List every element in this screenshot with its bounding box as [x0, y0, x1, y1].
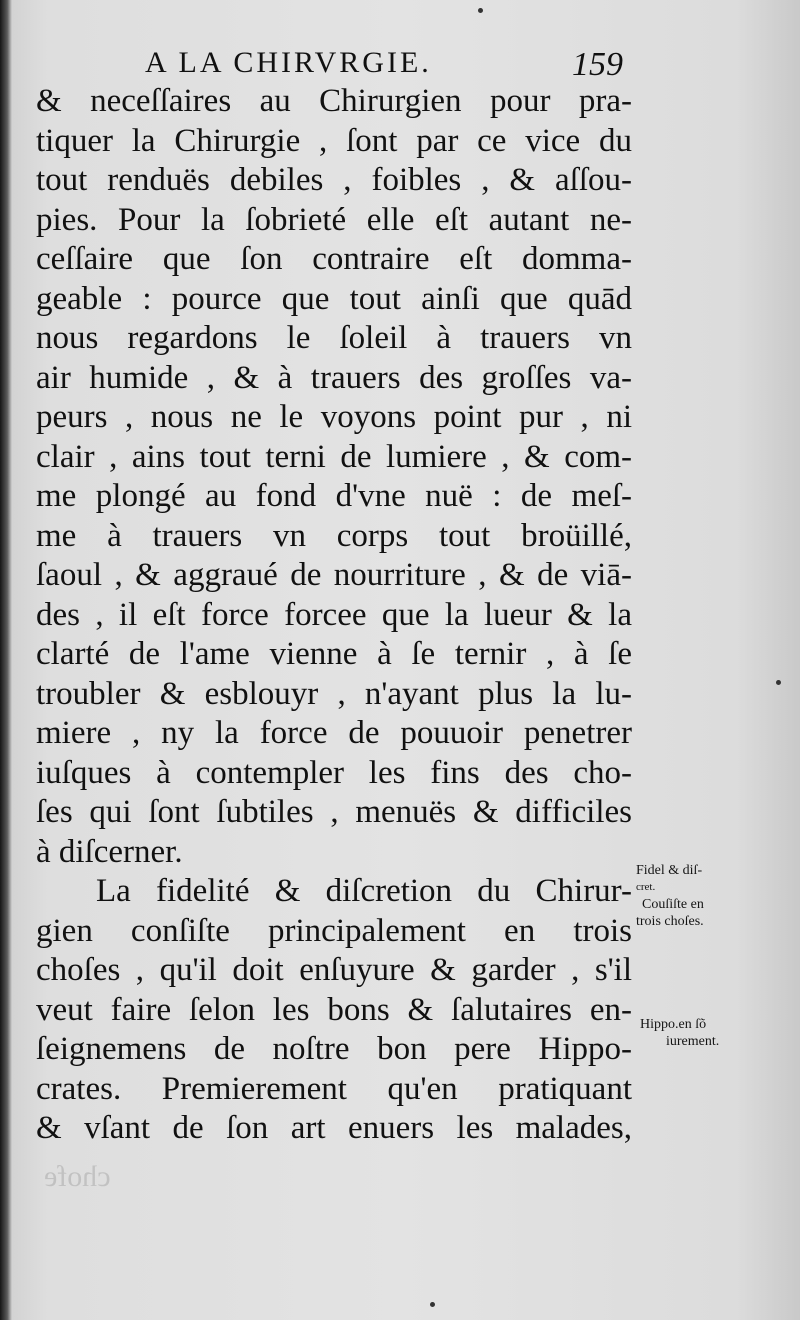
paragraph-end-line: à diſcerner.	[36, 833, 183, 870]
text-line: tiquer la Chirurgie , ſont par ce vice du	[36, 122, 632, 159]
margin-note-line: cret.	[636, 881, 656, 893]
text-line: tout renduës debiles , foibles , & aſſou-	[36, 162, 632, 198]
margin-note-line: iurement.	[666, 1034, 720, 1049]
margin-note-line: Couſiſte en	[642, 897, 704, 912]
text-line: pies. Pour la ſobrieté elle eſt autant ne-	[36, 201, 632, 238]
text-line: miere , ny la force de pouuoir penetrer	[36, 715, 632, 751]
text-line: choſes , qu'il doit enſuyure & garder , s'il	[36, 952, 632, 988]
text-line: gien conſiſte principalement en trois	[36, 912, 632, 949]
margin-note-hippocrates	[640, 1016, 719, 1050]
text-line: clarté de l'ame vienne à ſe ternir , à ſe	[36, 636, 632, 672]
text-line: peurs , nous ne le voyons point pur , ni	[36, 399, 632, 435]
text-line: ceſſaire que ſon contraire eſt domma-	[36, 241, 632, 277]
text-line: me plongé au fond d'vne nuë : de meſ-	[36, 478, 632, 514]
paragraph-start-line: La fidelité & diſcretion du Chirur-	[96, 873, 632, 909]
text-line: clair , ains tout terni de lumiere , & com-	[36, 438, 632, 475]
text-line: troubler & esblouyr , n'ayant plus la lu-	[36, 675, 632, 712]
body-text	[36, 82, 632, 1149]
text-line: des , il eſt force forcee que la lueur & la	[36, 596, 632, 633]
ink-speck	[478, 8, 483, 13]
text-line: me à trauers vn corps tout broüillé,	[36, 517, 632, 554]
text-line: & neceſſaires au Chirurgien pour pra-	[36, 83, 632, 119]
page-number: 159	[572, 46, 623, 83]
text-line: ſeignemens de noſtre bon pere Hippo-	[36, 1031, 632, 1067]
ink-speck	[430, 1302, 435, 1307]
text-line: ſes qui ſont ſubtiles , menuës & difficiles	[36, 794, 632, 830]
text-line: iuſques à contempler les fins des cho-	[36, 754, 632, 791]
running-head: A LA CHIRVRGIE.	[145, 46, 432, 79]
text-line: air humide , & à trauers des groſſes va-	[36, 359, 632, 396]
text-line: veut faire ſelon les bons & ſalutaires en-	[36, 991, 632, 1028]
text-line: geable : pource que tout ainſi que quād	[36, 280, 632, 317]
text-line: & vſant de ſon art enuers les malades,	[36, 1110, 632, 1146]
page-gutter-shadow	[0, 0, 12, 1320]
margin-note-line: Fidel & diſ-	[636, 863, 703, 878]
text-line: ſaoul , & aggraué de nourriture , & de viā-	[36, 557, 632, 593]
ink-speck	[776, 680, 781, 685]
margin-note-fidelity	[636, 862, 704, 930]
margin-note-line: Hippo.en ſõ	[640, 1017, 707, 1032]
text-line: crates. Premierement qu'en pratiquant	[36, 1070, 632, 1107]
text-line: nous regardons le ſoleil à trauers vn	[36, 320, 632, 356]
page-header	[145, 40, 623, 88]
show-through-ink: chofe	[44, 1160, 111, 1193]
margin-note-line: trois choſes.	[636, 914, 704, 929]
